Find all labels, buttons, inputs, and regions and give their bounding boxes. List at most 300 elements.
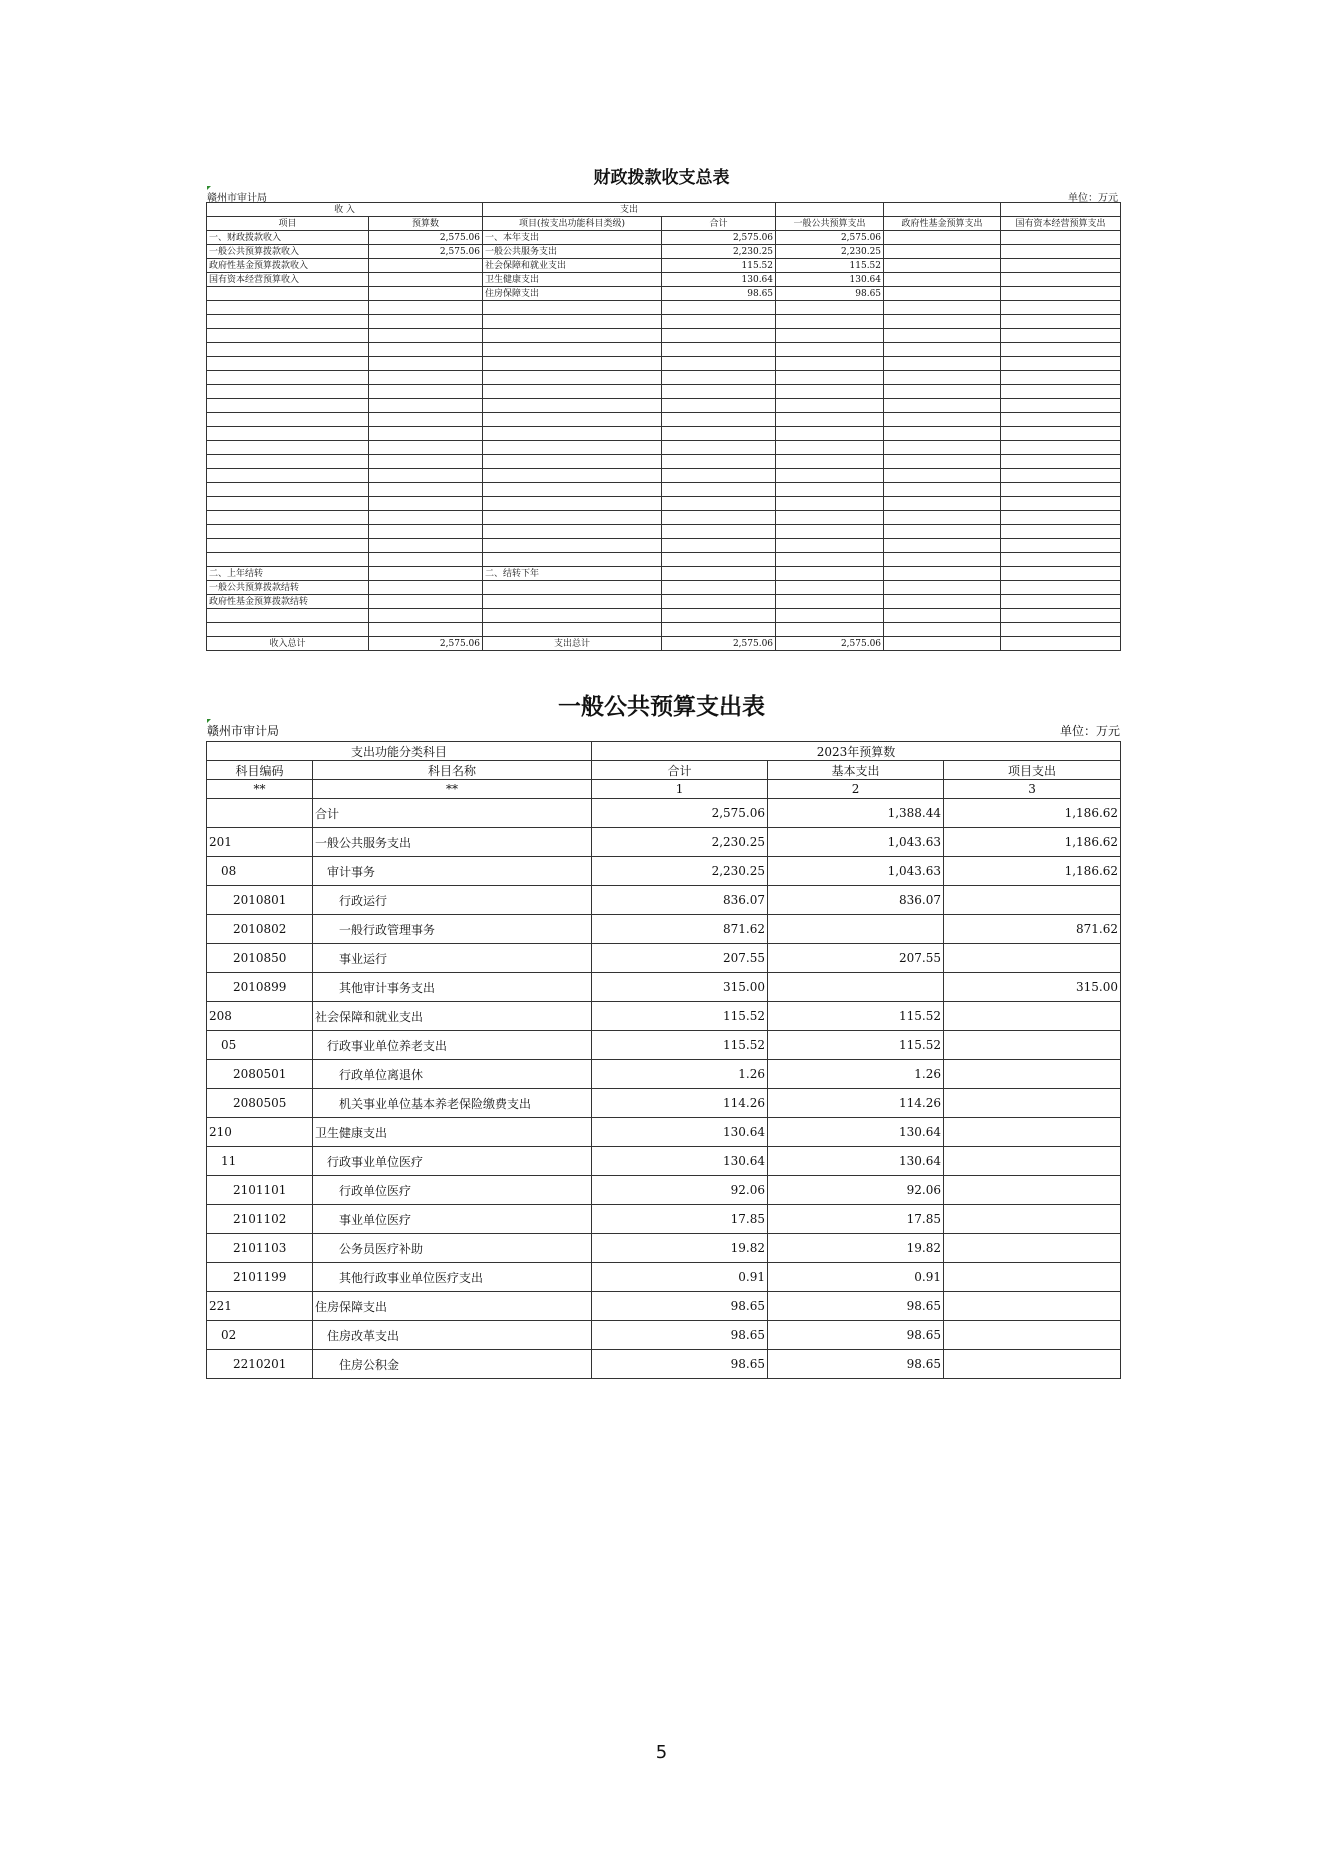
table-cell (776, 315, 884, 329)
subject-code: 2010801 (207, 886, 313, 915)
project-value (944, 1147, 1121, 1176)
table-row (207, 1089, 1121, 1118)
total-value: 115.52 (592, 1002, 768, 1031)
project-value: 871.62 (944, 915, 1121, 944)
subject-name: 机关事业单位基本养老保险缴费支出 (313, 1089, 592, 1118)
table-cell (1001, 427, 1121, 441)
project-value: 1,186.62 (944, 857, 1121, 886)
total-value: 98.65 (592, 1321, 768, 1350)
table-row (207, 371, 1121, 385)
table-cell (207, 483, 369, 497)
subject-code (207, 799, 313, 828)
table-cell (1001, 455, 1121, 469)
table-row (207, 553, 1121, 567)
basic-value: 0.91 (768, 1263, 944, 1292)
table-cell (483, 385, 662, 399)
total-value: 0.91 (592, 1263, 768, 1292)
subject-code: 2010899 (207, 973, 313, 1002)
basic-value: 1,043.63 (768, 828, 944, 857)
table-cell (884, 385, 1001, 399)
expense-total: 2,575.06 (662, 231, 776, 245)
table-cell (207, 469, 369, 483)
table-cell (1001, 539, 1121, 553)
basic-value: 115.52 (768, 1031, 944, 1060)
expense-general: 130.64 (776, 273, 884, 287)
table-index-row (207, 780, 1121, 799)
column-header: 科目名称 (313, 761, 592, 780)
table-cell (776, 385, 884, 399)
column-header: 科目编码 (207, 761, 313, 780)
expense-total: 115.52 (662, 259, 776, 273)
table1-unit: 单位：万元 (1068, 193, 1118, 204)
project-value (944, 1321, 1121, 1350)
project-value (944, 944, 1121, 973)
table-cell (207, 343, 369, 357)
expense-general: 98.65 (776, 287, 884, 301)
general-budget-expense-table (206, 741, 1121, 1379)
table-row (207, 539, 1121, 553)
subject-code: 2101101 (207, 1176, 313, 1205)
project-value (944, 1205, 1121, 1234)
subject-name: 住房保障支出 (313, 1292, 592, 1321)
basic-value: 1.26 (768, 1060, 944, 1089)
table-cell (662, 511, 776, 525)
table-header-row (207, 761, 1121, 780)
table-cell (369, 301, 483, 315)
table-cell (483, 329, 662, 343)
table-row (207, 973, 1121, 1002)
table-cell (369, 623, 483, 637)
income-value (369, 273, 483, 287)
table-cell (483, 441, 662, 455)
subject-name: 卫生健康支出 (313, 1118, 592, 1147)
total-value: 2,230.25 (592, 857, 768, 886)
table-cell (483, 497, 662, 511)
table-cell (483, 511, 662, 525)
table2-title: 一般公共预算支出表 (558, 693, 765, 720)
table-cell (1001, 315, 1121, 329)
income-item: 政府性基金预算拨款收入 (207, 259, 369, 273)
table-cell (207, 301, 369, 315)
index-cell: 1 (592, 780, 768, 799)
table-cell (369, 413, 483, 427)
column-header: 合计 (592, 761, 768, 780)
table-cell (884, 301, 1001, 315)
total-value: 130.64 (592, 1147, 768, 1176)
table-cell (369, 581, 483, 595)
subject-code: 05 (207, 1031, 313, 1060)
table-cell (662, 525, 776, 539)
basic-value: 98.65 (768, 1292, 944, 1321)
subject-name: 住房改革支出 (313, 1321, 592, 1350)
table-row (207, 1002, 1121, 1031)
basic-value (768, 973, 944, 1002)
table-cell (483, 525, 662, 539)
table-row (207, 315, 1121, 329)
subject-name: 行政事业单位养老支出 (313, 1031, 592, 1060)
subject-code: 2080505 (207, 1089, 313, 1118)
table-cell (1001, 203, 1121, 217)
table-cell (1001, 609, 1121, 623)
basic-value: 1,388.44 (768, 799, 944, 828)
basic-value: 1,043.63 (768, 857, 944, 886)
table-cell (776, 203, 884, 217)
table-cell (776, 371, 884, 385)
project-value (944, 1031, 1121, 1060)
table-cell (207, 539, 369, 553)
basic-value: 114.26 (768, 1089, 944, 1118)
expense-total: 130.64 (662, 273, 776, 287)
table-cell (369, 427, 483, 441)
table-cell (662, 315, 776, 329)
table-cell (662, 609, 776, 623)
table-cell (776, 497, 884, 511)
table-cell (662, 343, 776, 357)
group-header: 支出功能分类科目 (207, 742, 592, 761)
table-row (207, 357, 1121, 371)
expense-total: 2,230.25 (662, 245, 776, 259)
table-cell (662, 301, 776, 315)
table-cell (884, 567, 1001, 581)
table-cell (884, 609, 1001, 623)
table-cell (884, 455, 1001, 469)
table-cell (483, 427, 662, 441)
basic-value: 19.82 (768, 1234, 944, 1263)
table-cell (776, 301, 884, 315)
project-value (944, 1060, 1121, 1089)
table-cell (662, 413, 776, 427)
basic-value: 98.65 (768, 1350, 944, 1379)
table-cell (662, 581, 776, 595)
table-cell (1001, 329, 1121, 343)
basic-value: 115.52 (768, 1002, 944, 1031)
subject-code: 2010850 (207, 944, 313, 973)
table-row (207, 1350, 1121, 1379)
table-cell (369, 567, 483, 581)
table-cell (884, 525, 1001, 539)
table-cell (207, 413, 369, 427)
table-cell (776, 511, 884, 525)
table-row (207, 567, 1121, 581)
table-cell (776, 455, 884, 469)
table-row (207, 427, 1121, 441)
table-row (207, 581, 1121, 595)
table-cell (776, 623, 884, 637)
table-cell (884, 595, 1001, 609)
table2-unit: 单位：万元 (1059, 724, 1120, 738)
table-row (207, 1234, 1121, 1263)
column-header: 国有资本经营预算支出 (1001, 217, 1121, 231)
table-row (207, 1263, 1121, 1292)
table-cell (1001, 273, 1121, 287)
table-cell (1001, 483, 1121, 497)
table-cell (483, 581, 662, 595)
table-row (207, 329, 1121, 343)
table-cell (776, 483, 884, 497)
subject-code: 201 (207, 828, 313, 857)
subject-name: 公务员医疗补助 (313, 1234, 592, 1263)
subject-code: 08 (207, 857, 313, 886)
table-row (207, 1292, 1121, 1321)
table-cell (662, 553, 776, 567)
table-cell (369, 343, 483, 357)
basic-value: 92.06 (768, 1176, 944, 1205)
column-header: 预算数 (369, 217, 483, 231)
project-value (944, 1263, 1121, 1292)
subject-code: 2101103 (207, 1234, 313, 1263)
table-cell (369, 329, 483, 343)
table-row (207, 1147, 1121, 1176)
table-cell (884, 469, 1001, 483)
table-row (207, 273, 1121, 287)
table-cell (483, 539, 662, 553)
table-cell (884, 231, 1001, 245)
table-cell (1001, 357, 1121, 371)
table-cell (884, 315, 1001, 329)
table-cell (662, 539, 776, 553)
table-row (207, 1321, 1121, 1350)
column-header: 项目支出 (944, 761, 1121, 780)
table-cell (207, 455, 369, 469)
income-value: 2,575.06 (369, 231, 483, 245)
expense-general: 2,230.25 (776, 245, 884, 259)
subject-name: 其他行政事业单位医疗支出 (313, 1263, 592, 1292)
table-cell (1001, 441, 1121, 455)
table-cell (207, 497, 369, 511)
table-cell (884, 259, 1001, 273)
table-row (207, 1118, 1121, 1147)
basic-value: 130.64 (768, 1118, 944, 1147)
subject-name: 事业运行 (313, 944, 592, 973)
table-header-group-row (207, 742, 1121, 761)
column-header: 政府性基金预算支出 (884, 217, 1001, 231)
table-row (207, 343, 1121, 357)
expense-total: 98.65 (662, 287, 776, 301)
table-cell (776, 567, 884, 581)
table-cell (776, 525, 884, 539)
table-cell (776, 553, 884, 567)
table-cell (662, 567, 776, 581)
income-total-value: 2,575.06 (369, 637, 483, 651)
project-value (944, 1292, 1121, 1321)
table-cell (483, 455, 662, 469)
table-row (207, 413, 1121, 427)
table-cell (662, 595, 776, 609)
total-value: 2,230.25 (592, 828, 768, 857)
table-cell (776, 357, 884, 371)
expense-general: 115.52 (776, 259, 884, 273)
table-cell (369, 315, 483, 329)
table-row (207, 301, 1121, 315)
table-cell (207, 399, 369, 413)
table-row (207, 245, 1121, 259)
table-cell (884, 511, 1001, 525)
table1-title: 财政拨款收支总表 (593, 168, 730, 188)
total-value: 871.62 (592, 915, 768, 944)
table-total-row (207, 637, 1121, 651)
table-cell (776, 469, 884, 483)
page-number: 5 (655, 1742, 668, 1763)
total-value: 17.85 (592, 1205, 768, 1234)
table-cell (207, 553, 369, 567)
table-cell (884, 497, 1001, 511)
table-row (207, 287, 1121, 301)
table-row (207, 609, 1121, 623)
subject-code: 11 (207, 1147, 313, 1176)
table-cell (884, 399, 1001, 413)
column-header: 基本支出 (768, 761, 944, 780)
table-cell (207, 315, 369, 329)
income-value: 2,575.06 (369, 245, 483, 259)
subject-code: 02 (207, 1321, 313, 1350)
table-cell (1001, 525, 1121, 539)
subject-name: 一般行政管理事务 (313, 915, 592, 944)
table-cell (1001, 595, 1121, 609)
table-cell (369, 609, 483, 623)
table-cell (884, 637, 1001, 651)
income-item: 国有资本经营预算收入 (207, 273, 369, 287)
table-cell (483, 371, 662, 385)
project-value (944, 1118, 1121, 1147)
table-cell (662, 385, 776, 399)
table2-org: 赣州市审计局 (207, 724, 280, 738)
expense-item: 住房保障支出 (483, 287, 662, 301)
group-header: 支出 (483, 203, 776, 217)
table-cell (776, 539, 884, 553)
table-group-row (207, 203, 1121, 217)
total-value: 98.65 (592, 1292, 768, 1321)
table-row (207, 1060, 1121, 1089)
table-cell (207, 385, 369, 399)
project-value: 1,186.62 (944, 828, 1121, 857)
table-cell (369, 455, 483, 469)
project-value: 315.00 (944, 973, 1121, 1002)
expense-item: 一般公共服务支出 (483, 245, 662, 259)
table-row (207, 399, 1121, 413)
table-row (207, 259, 1121, 273)
index-cell: ** (313, 780, 592, 799)
subject-name: 住房公积金 (313, 1350, 592, 1379)
table-cell (776, 595, 884, 609)
subject-name: 合计 (313, 799, 592, 828)
table-cell (483, 413, 662, 427)
table-cell (369, 497, 483, 511)
group-header: 2023年预算数 (592, 742, 1121, 761)
table-cell (483, 483, 662, 497)
total-value: 92.06 (592, 1176, 768, 1205)
subject-name: 行政运行 (313, 886, 592, 915)
table-cell (884, 553, 1001, 567)
table-row (207, 886, 1121, 915)
expense-general-total: 2,575.06 (776, 637, 884, 651)
subject-name: 行政事业单位医疗 (313, 1147, 592, 1176)
total-value: 98.65 (592, 1350, 768, 1379)
table-cell (662, 623, 776, 637)
column-header: 项目 (207, 217, 369, 231)
table-cell (1001, 371, 1121, 385)
table-cell (1001, 385, 1121, 399)
table-cell (662, 455, 776, 469)
group-header: 收 入 (207, 203, 483, 217)
table-cell (1001, 245, 1121, 259)
expense-item: 一、本年支出 (483, 231, 662, 245)
table-cell (369, 539, 483, 553)
table-cell (369, 371, 483, 385)
table-cell (884, 483, 1001, 497)
table-row (207, 231, 1121, 245)
subject-name: 行政单位医疗 (313, 1176, 592, 1205)
total-value: 2,575.06 (592, 799, 768, 828)
table-row (207, 595, 1121, 609)
table-cell (884, 329, 1001, 343)
income-value (369, 259, 483, 273)
table-cell (483, 609, 662, 623)
table-row (207, 511, 1121, 525)
basic-value: 836.07 (768, 886, 944, 915)
table-cell (369, 553, 483, 567)
table-cell (1001, 469, 1121, 483)
table-cell (1001, 581, 1121, 595)
index-cell: 2 (768, 780, 944, 799)
subject-code: 210 (207, 1118, 313, 1147)
table-cell (369, 357, 483, 371)
table-cell (207, 287, 369, 301)
table-cell (662, 441, 776, 455)
table-row (207, 483, 1121, 497)
expense-item: 卫生健康支出 (483, 273, 662, 287)
table-row (207, 828, 1121, 857)
table-cell (662, 399, 776, 413)
table-cell (1001, 399, 1121, 413)
table-cell (1001, 287, 1121, 301)
table-cell (1001, 511, 1121, 525)
total-value: 19.82 (592, 1234, 768, 1263)
table-row (207, 915, 1121, 944)
fiscal-summary-table (206, 202, 1121, 651)
table-cell (483, 595, 662, 609)
subject-code: 2101199 (207, 1263, 313, 1292)
table-cell (369, 483, 483, 497)
subject-name: 事业单位医疗 (313, 1205, 592, 1234)
index-cell: ** (207, 780, 313, 799)
index-cell: 3 (944, 780, 1121, 799)
subject-code: 2010802 (207, 915, 313, 944)
table-cell (884, 581, 1001, 595)
table-cell (884, 623, 1001, 637)
column-header: 合计 (662, 217, 776, 231)
table-row (207, 497, 1121, 511)
subject-name: 审计事务 (313, 857, 592, 886)
table-cell (483, 357, 662, 371)
total-value: 130.64 (592, 1118, 768, 1147)
table-cell (207, 329, 369, 343)
table-cell (884, 371, 1001, 385)
table-cell (1001, 567, 1121, 581)
table-cell (369, 441, 483, 455)
subject-code: 2101102 (207, 1205, 313, 1234)
table-cell (483, 623, 662, 637)
carryover-income: 二、上年结转 (207, 567, 369, 581)
table-cell (483, 399, 662, 413)
total-value: 1.26 (592, 1060, 768, 1089)
table-cell (207, 511, 369, 525)
table-cell (1001, 623, 1121, 637)
table-row (207, 441, 1121, 455)
table-cell (662, 427, 776, 441)
table-cell (207, 357, 369, 371)
table-cell (776, 441, 884, 455)
table-cell (776, 329, 884, 343)
